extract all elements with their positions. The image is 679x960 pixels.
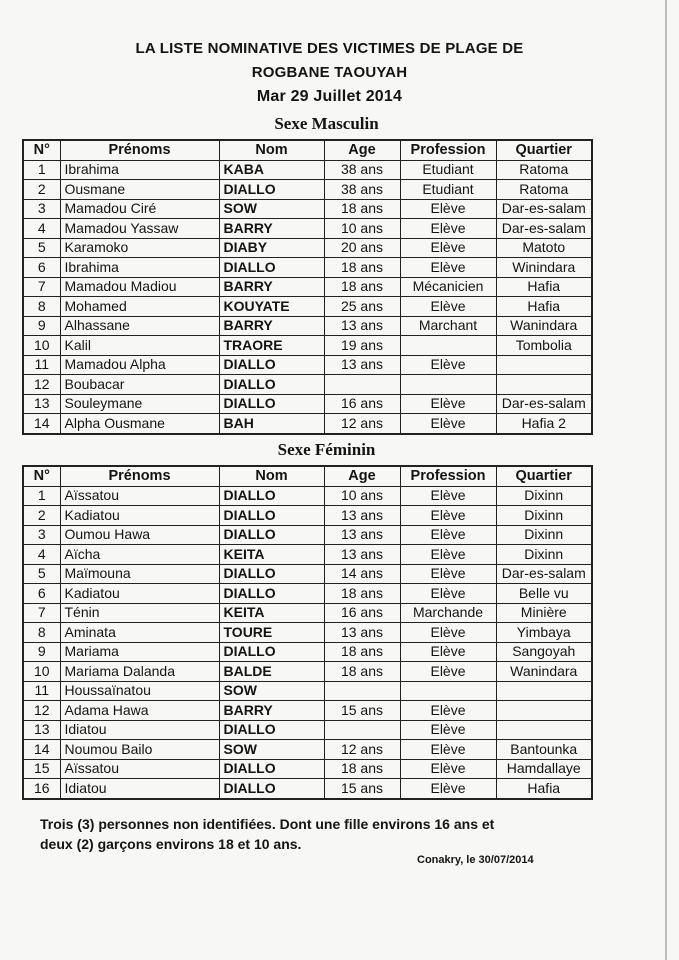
cell-age: 13 ans — [324, 355, 400, 375]
column-header-prenoms: Prénoms — [60, 466, 219, 486]
cell-quartier: Belle vu — [496, 584, 592, 604]
cell-quartier: Winindara — [496, 258, 592, 278]
cell-age: 12 ans — [324, 414, 400, 434]
cell-nom: DIALLO — [219, 375, 324, 395]
cell-prenoms: Mariama — [60, 642, 219, 662]
cell-prenoms: Mamadou Ciré — [60, 199, 219, 219]
cell-prenoms: Noumou Bailo — [60, 740, 219, 760]
cell-age: 18 ans — [324, 584, 400, 604]
cell-age — [324, 375, 400, 395]
table-row — [23, 199, 592, 219]
table-row — [23, 779, 592, 799]
cell-num: 3 — [23, 199, 60, 219]
cell-prenoms: Alpha Ousmane — [60, 414, 219, 434]
cell-prenoms: Aïcha — [60, 545, 219, 565]
cell-age: 15 ans — [324, 701, 400, 721]
cell-num: 5 — [23, 564, 60, 584]
cell-num: 1 — [23, 160, 60, 180]
table-row — [23, 394, 592, 414]
cell-quartier — [496, 375, 592, 395]
document-title-line-2: ROGBANE TAOUYAH — [251, 64, 408, 81]
cell-nom: DIALLO — [219, 486, 324, 506]
cell-num: 8 — [23, 623, 60, 643]
cell-profession: Elève — [400, 525, 496, 545]
cell-age: 38 ans — [324, 180, 400, 200]
cell-prenoms: Aminata — [60, 623, 219, 643]
cell-quartier: Hamdallaye — [496, 759, 592, 779]
cell-nom: DIALLO — [219, 720, 324, 740]
cell-num: 14 — [23, 740, 60, 760]
cell-quartier: Dixinn — [496, 525, 592, 545]
cell-nom: KEITA — [219, 603, 324, 623]
cell-prenoms: Boubacar — [60, 375, 219, 395]
cell-age: 25 ans — [324, 297, 400, 317]
cell-profession: Elève — [400, 584, 496, 604]
cell-age: 10 ans — [324, 486, 400, 506]
cell-nom: TOURE — [219, 623, 324, 643]
cell-profession: Elève — [400, 355, 496, 375]
cell-quartier: Hafia — [496, 779, 592, 799]
cell-nom: DIALLO — [219, 258, 324, 278]
column-header-quartier: Quartier — [496, 466, 592, 486]
cell-prenoms: Karamoko — [60, 238, 219, 258]
table-row — [23, 297, 592, 317]
cell-quartier — [496, 701, 592, 721]
cell-age: 18 ans — [324, 199, 400, 219]
cell-quartier — [496, 681, 592, 701]
cell-profession: Etudiant — [400, 160, 496, 180]
cell-prenoms: Idiatou — [60, 779, 219, 799]
cell-prenoms: Kadiatou — [60, 506, 219, 526]
cell-prenoms: Ténin — [60, 603, 219, 623]
cell-num: 10 — [23, 662, 60, 682]
cell-age: 15 ans — [324, 779, 400, 799]
cell-age: 18 ans — [324, 258, 400, 278]
cell-nom: DIALLO — [219, 180, 324, 200]
cell-prenoms: Mohamed — [60, 297, 219, 317]
table-row — [23, 720, 592, 740]
cell-prenoms: Mariama Dalanda — [60, 662, 219, 682]
cell-nom: DIALLO — [219, 564, 324, 584]
cell-quartier: Sangoyah — [496, 642, 592, 662]
cell-age: 12 ans — [324, 740, 400, 760]
table-row — [23, 642, 592, 662]
table-row — [23, 740, 592, 760]
cell-quartier: Dixinn — [496, 545, 592, 565]
cell-nom: KABA — [219, 160, 324, 180]
cell-profession: Elève — [400, 642, 496, 662]
cell-profession: Elève — [400, 394, 496, 414]
cell-prenoms: Houssaïnatou — [60, 681, 219, 701]
cell-num: 16 — [23, 779, 60, 799]
cell-num: 14 — [23, 414, 60, 434]
cell-quartier: Dar-es-salam — [496, 219, 592, 239]
cell-age: 13 ans — [324, 506, 400, 526]
table-row — [23, 603, 592, 623]
table-row — [23, 564, 592, 584]
column-header-nom: Nom — [219, 140, 324, 160]
cell-nom: BARRY — [219, 277, 324, 297]
cell-profession: Elève — [400, 662, 496, 682]
cell-age: 14 ans — [324, 564, 400, 584]
cell-prenoms: Maïmouna — [60, 564, 219, 584]
cell-profession: Elève — [400, 701, 496, 721]
cell-nom: DIALLO — [219, 779, 324, 799]
cell-profession: Elève — [400, 219, 496, 239]
cell-quartier: Hafia 2 — [496, 414, 592, 434]
column-header-num: N° — [23, 466, 60, 486]
page-edge-line — [665, 0, 667, 960]
cell-num: 4 — [23, 219, 60, 239]
footnote — [40, 814, 640, 854]
table-feminin — [22, 465, 593, 800]
cell-age: 13 ans — [324, 525, 400, 545]
cell-quartier: Ratoma — [496, 180, 592, 200]
cell-nom: BARRY — [219, 701, 324, 721]
column-header-age: Age — [324, 466, 400, 486]
cell-quartier: Bantounka — [496, 740, 592, 760]
cell-num: 11 — [23, 681, 60, 701]
cell-quartier: Dar-es-salam — [496, 199, 592, 219]
section-title-feminin: Sexe Féminin — [277, 440, 376, 459]
table-row — [23, 180, 592, 200]
cell-quartier: Hafia — [496, 297, 592, 317]
table-row — [23, 219, 592, 239]
cell-profession — [400, 681, 496, 701]
cell-num: 8 — [23, 297, 60, 317]
cell-num: 12 — [23, 375, 60, 395]
cell-profession: Etudiant — [400, 180, 496, 200]
table-header-row — [23, 466, 592, 486]
document-date: Mar 29 Juillet 2014 — [256, 88, 403, 105]
cell-quartier: Wanindara — [496, 662, 592, 682]
cell-nom: BAH — [219, 414, 324, 434]
cell-num: 15 — [23, 759, 60, 779]
cell-profession: Elève — [400, 740, 496, 760]
signature-date: Conakry, le 30/07/2014 — [417, 854, 534, 866]
cell-nom: DIALLO — [219, 506, 324, 526]
cell-prenoms: Aïssatou — [60, 759, 219, 779]
cell-quartier: Matoto — [496, 238, 592, 258]
table-row — [23, 584, 592, 604]
cell-prenoms: Ibrahima — [60, 160, 219, 180]
cell-age — [324, 681, 400, 701]
cell-nom: DIALLO — [219, 394, 324, 414]
cell-age: 18 ans — [324, 277, 400, 297]
cell-profession: Elève — [400, 238, 496, 258]
cell-quartier — [496, 720, 592, 740]
cell-prenoms: Ibrahima — [60, 258, 219, 278]
cell-nom: BARRY — [219, 219, 324, 239]
footnote-line-1: Trois (3) personnes non identifiées. Dont une fille environs 16 ans et — [40, 816, 495, 832]
cell-quartier: Ratoma — [496, 160, 592, 180]
cell-nom: KOUYATE — [219, 297, 324, 317]
cell-age: 18 ans — [324, 759, 400, 779]
cell-prenoms: Oumou Hawa — [60, 525, 219, 545]
cell-prenoms: Souleymane — [60, 394, 219, 414]
cell-profession: Elève — [400, 759, 496, 779]
cell-quartier: Yimbaya — [496, 623, 592, 643]
cell-prenoms: Mamadou Yassaw — [60, 219, 219, 239]
cell-nom: KEITA — [219, 545, 324, 565]
cell-quartier: Tombolia — [496, 336, 592, 356]
table-row — [23, 336, 592, 356]
table-masculin — [22, 139, 593, 435]
cell-nom: DIALLO — [219, 759, 324, 779]
column-header-profession: Profession — [400, 466, 496, 486]
table-row — [23, 277, 592, 297]
cell-profession: Elève — [400, 199, 496, 219]
cell-num: 6 — [23, 258, 60, 278]
cell-profession: Elève — [400, 486, 496, 506]
table-row — [23, 545, 592, 565]
cell-num: 1 — [23, 486, 60, 506]
cell-profession: Elève — [400, 720, 496, 740]
column-header-quartier: Quartier — [496, 140, 592, 160]
cell-profession: Elève — [400, 545, 496, 565]
table-masculin-body — [23, 160, 592, 434]
column-header-nom: Nom — [219, 466, 324, 486]
cell-age: 20 ans — [324, 238, 400, 258]
cell-age: 16 ans — [324, 394, 400, 414]
cell-age: 13 ans — [324, 623, 400, 643]
section-title-masculin: Sexe Masculin — [274, 114, 379, 133]
cell-num: 4 — [23, 545, 60, 565]
cell-age — [324, 720, 400, 740]
cell-num: 7 — [23, 277, 60, 297]
table-row — [23, 701, 592, 721]
table-row — [23, 414, 592, 434]
column-header-profession: Profession — [400, 140, 496, 160]
cell-quartier: Hafia — [496, 277, 592, 297]
cell-age: 16 ans — [324, 603, 400, 623]
cell-quartier: Dar-es-salam — [496, 564, 592, 584]
cell-profession: Elève — [400, 414, 496, 434]
cell-nom: SOW — [219, 199, 324, 219]
column-header-age: Age — [324, 140, 400, 160]
table-row — [23, 160, 592, 180]
cell-nom: DIALLO — [219, 642, 324, 662]
cell-num: 13 — [23, 720, 60, 740]
cell-age: 13 ans — [324, 545, 400, 565]
cell-prenoms: Kalil — [60, 336, 219, 356]
cell-profession: Elève — [400, 506, 496, 526]
cell-nom: DIALLO — [219, 584, 324, 604]
cell-profession: Elève — [400, 779, 496, 799]
cell-quartier: Dixinn — [496, 506, 592, 526]
cell-profession: Marchande — [400, 603, 496, 623]
cell-age: 18 ans — [324, 642, 400, 662]
cell-num: 6 — [23, 584, 60, 604]
cell-quartier: Wanindara — [496, 316, 592, 336]
cell-prenoms: Mamadou Alpha — [60, 355, 219, 375]
cell-num: 12 — [23, 701, 60, 721]
table-row — [23, 525, 592, 545]
cell-nom: BARRY — [219, 316, 324, 336]
table-header-row — [23, 140, 592, 160]
cell-prenoms: Adama Hawa — [60, 701, 219, 721]
cell-num: 2 — [23, 180, 60, 200]
cell-prenoms: Idiatou — [60, 720, 219, 740]
cell-profession: Elève — [400, 623, 496, 643]
cell-num: 2 — [23, 506, 60, 526]
table-row — [23, 258, 592, 278]
cell-profession: Elève — [400, 564, 496, 584]
column-header-num: N° — [23, 140, 60, 160]
document-title-line-1: LA LISTE NOMINATIVE DES VICTIMES DE PLAGE DE — [135, 40, 524, 57]
cell-nom: TRAORE — [219, 336, 324, 356]
cell-quartier: Dar-es-salam — [496, 394, 592, 414]
cell-age: 10 ans — [324, 219, 400, 239]
cell-prenoms: Alhassane — [60, 316, 219, 336]
cell-num: 13 — [23, 394, 60, 414]
cell-age: 18 ans — [324, 662, 400, 682]
table-row — [23, 375, 592, 395]
cell-nom: SOW — [219, 740, 324, 760]
cell-num: 7 — [23, 603, 60, 623]
table-row — [23, 662, 592, 682]
footnote-line-2: deux (2) garçons environs 18 et 10 ans. — [40, 836, 302, 852]
cell-prenoms: Kadiatou — [60, 584, 219, 604]
table-row — [23, 486, 592, 506]
cell-profession: Elève — [400, 297, 496, 317]
cell-quartier — [496, 355, 592, 375]
cell-nom: DIALLO — [219, 355, 324, 375]
column-header-prenoms: Prénoms — [60, 140, 219, 160]
table-row — [23, 681, 592, 701]
cell-quartier: Minière — [496, 603, 592, 623]
cell-num: 9 — [23, 642, 60, 662]
cell-profession: Marchant — [400, 316, 496, 336]
cell-num: 11 — [23, 355, 60, 375]
cell-num: 5 — [23, 238, 60, 258]
table-row — [23, 623, 592, 643]
cell-num: 3 — [23, 525, 60, 545]
cell-quartier: Dixinn — [496, 486, 592, 506]
cell-num: 10 — [23, 336, 60, 356]
table-feminin-body — [23, 486, 592, 799]
table-row — [23, 238, 592, 258]
cell-nom: BALDE — [219, 662, 324, 682]
table-row — [23, 316, 592, 336]
cell-age: 38 ans — [324, 160, 400, 180]
cell-nom: DIALLO — [219, 525, 324, 545]
cell-nom: DIABY — [219, 238, 324, 258]
cell-prenoms: Aïssatou — [60, 486, 219, 506]
cell-nom: SOW — [219, 681, 324, 701]
cell-age: 19 ans — [324, 336, 400, 356]
cell-prenoms: Ousmane — [60, 180, 219, 200]
cell-profession — [400, 375, 496, 395]
cell-profession — [400, 336, 496, 356]
table-row — [23, 506, 592, 526]
cell-age: 13 ans — [324, 316, 400, 336]
cell-profession: Elève — [400, 258, 496, 278]
cell-num: 9 — [23, 316, 60, 336]
cell-profession: Mécanicien — [400, 277, 496, 297]
table-row — [23, 355, 592, 375]
table-row — [23, 759, 592, 779]
cell-prenoms: Mamadou Madiou — [60, 277, 219, 297]
